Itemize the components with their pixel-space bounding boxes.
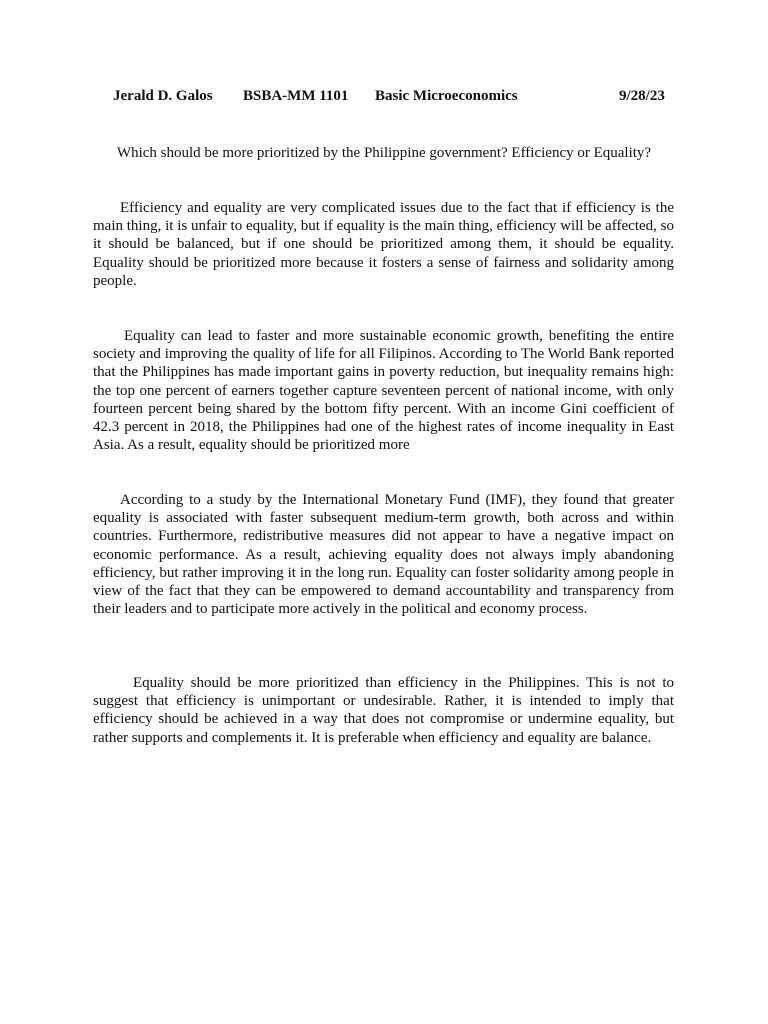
course-code: BSBA-MM 1101 [243, 88, 349, 104]
paragraph-4: Equality should be more prioritized than efficiency in the Philippines. This is not to suggest that efficiency is unimportant or undesirable. Rather, it is intended to imply that efficiency should be achieved in a way that does not compromise or undermine equality, but rather supports and complements it. It is preferable when efficiency and equality are balance. [93, 675, 674, 746]
author-name: Jerald D. Galos [113, 88, 213, 104]
document-date: 9/28/23 [619, 88, 665, 104]
paragraph-2: Equality can lead to faster and more sustainable economic growth, benefiting the entire society and improving the quality of life for all Filipinos. According to The World Bank reported that the Philippines has made important gains in poverty reduction, but inequality remains high: the top one percent of earners together capture seventeen percent of national income, with only fourteen percent being shared by the bottom fifty percent. With an income Gini coefficient of 42.3 percent in 2018, the Philippines had one of the highest rates of income inequality in East Asia. As a result, equality should be prioritized more [93, 328, 674, 454]
paragraph-1: Efficiency and equality are very complicated issues due to the fact that if efficiency is the main thing, it is unfair to equality, but if equality is the main thing, efficiency will be affected, so it should be balanced, but if one should be prioritized among them, it should be equality. Equality should be prioritized more because it fosters a sense of fairness and solidarity among people. [93, 200, 674, 289]
essay-question: Which should be more prioritized by the Philippine government? Efficiency or Equality? [116, 145, 652, 161]
paragraph-3: According to a study by the International Monetary Fund (IMF), they found that greater equality is associated with faster subsequent medium-term growth, both across and within countries. Furthermore, redistributive measures did not appear to have a negative impact on economic performance. As a result, achieving equality does not always imply abandoning efficiency, but rather improving it in the long run. Equality can foster solidarity among people in view of the fact that they can be empowered to demand accountability and transparency from their leaders and to participate more actively in the political and economy process. [93, 492, 674, 618]
document-header [0, 88, 768, 108]
subject-title: Basic Microeconomics [375, 88, 518, 104]
